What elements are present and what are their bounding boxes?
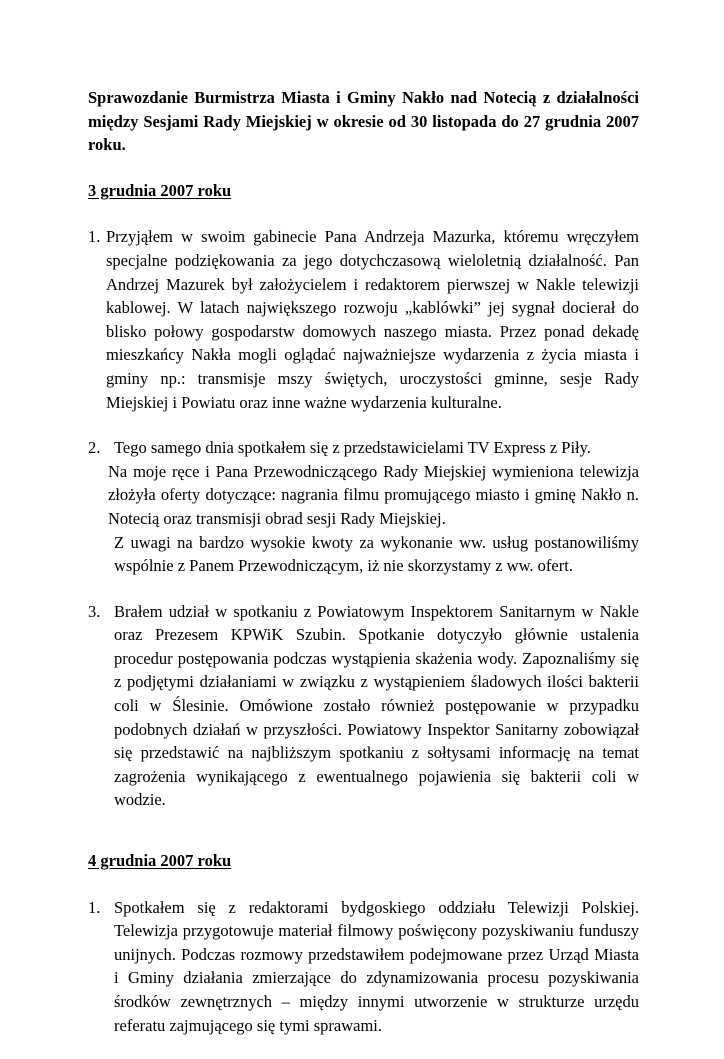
item-paragraph: Przyjąłem w swoim gabinecie Pana Andrzeja Mazurka, któremu wręczyłem specjalne podziękowania za jego dotychczasową wieloletnią działalność. Pan Andrzej Mazurek był założycielem i redaktorem pierwszej w Nakle telewizji kablowej. W latach największego rozwoju „kablówki” jej sygnał docierał do blisko połowy gospodarstw domowych naszego miasta. Przez ponad dekadę mieszkańcy Nakła mogli oglądać najważniejsze wydarzenia z życia miasta i gminy np.: transmisje mszy świętych, uroczystości gminne, sesje Rady Miejskiej i Powiatu oraz inne ważne wydarzenia kulturalne. — [106, 227, 639, 412]
list-item — [88, 225, 639, 414]
item-paragraph: Brałem udział w spotkaniu z Powiatowym Inspektorem Sanitarnym w Nakle oraz Prezesem KPWiK Szubin. Spotkanie dotyczyło głównie ustalenia procedur postępowania podczas wystąpienia skażenia wody. Zapoznaliśmy się z podjętymi działaniami w związku z wystąpieniem śladowych ilości bakterii coli w Ślesinie. Omówione zostało również postępowanie w przypadku podobnych działań w przyszłości. Powiatowy Inspektor Sanitarny zobowiązał się przedstawić na najbliższym spotkaniu z sołtysami informację na temat zagrożenia wynikającego z ewentualnego pojawienia się bakterii coli w wodzie. — [114, 601, 639, 810]
item-paragraph: Na moje ręce i Pana Przewodniczącego Rady Miejskiej wymieniona telewizja złożyła oferty dotyczące: nagrania filmu promującego miasto i gminę Nakło n. Notecią oraz transmisji obrad sesji Rady Miejskiej. — [108, 461, 639, 528]
item-paragraph: Z uwagi na bardzo wysokie kwoty za wykonanie ww. usług postanowiliśmy wspólnie z Panem Przewodniczącym, iż nie skorzystamy z ww. ofert. — [114, 532, 639, 576]
section-2-list — [88, 896, 639, 1038]
document-title: Sprawozdanie Burmistrza Miasta i Gminy Nakło nad Notecią z działalności między Sesjami Rady Miejskiej w okresie od 30 listopada do 27 grudnia 2007 roku. — [88, 88, 639, 155]
item-number: 1. — [88, 227, 101, 247]
section-date-1: 3 grudnia 2007 roku — [88, 180, 232, 200]
item-number: 2. — [88, 438, 101, 458]
item-paragraph: Tego samego dnia spotkałem się z przedstawicielami TV Express z Piły. — [114, 438, 591, 458]
item-number: 3. — [88, 601, 101, 621]
section-date-2: 4 grudnia 2007 roku — [88, 851, 232, 871]
list-item — [88, 436, 639, 578]
list-item — [88, 896, 639, 1038]
item-paragraph: Spotkałem się z redaktorami bydgoskiego oddziału Telewizji Polskiej. Telewizja przygotowuje materiał filmowy poświęcony pozyskiwaniu funduszy unijnych. Podczas rozmowy przedstawiłem podejmowane przez Urząd Miasta i Gminy działania zmierzające do zdynamizowania procesu pozyskiwania środków zewnętrznych – między innymi utworzenie w strukturze urzędu referatu zajmującego się tymi sprawami. — [114, 897, 639, 1035]
section-1-list — [88, 225, 639, 812]
list-item — [88, 600, 639, 812]
document-page — [88, 86, 639, 1059]
item-number: 1. — [88, 897, 101, 917]
